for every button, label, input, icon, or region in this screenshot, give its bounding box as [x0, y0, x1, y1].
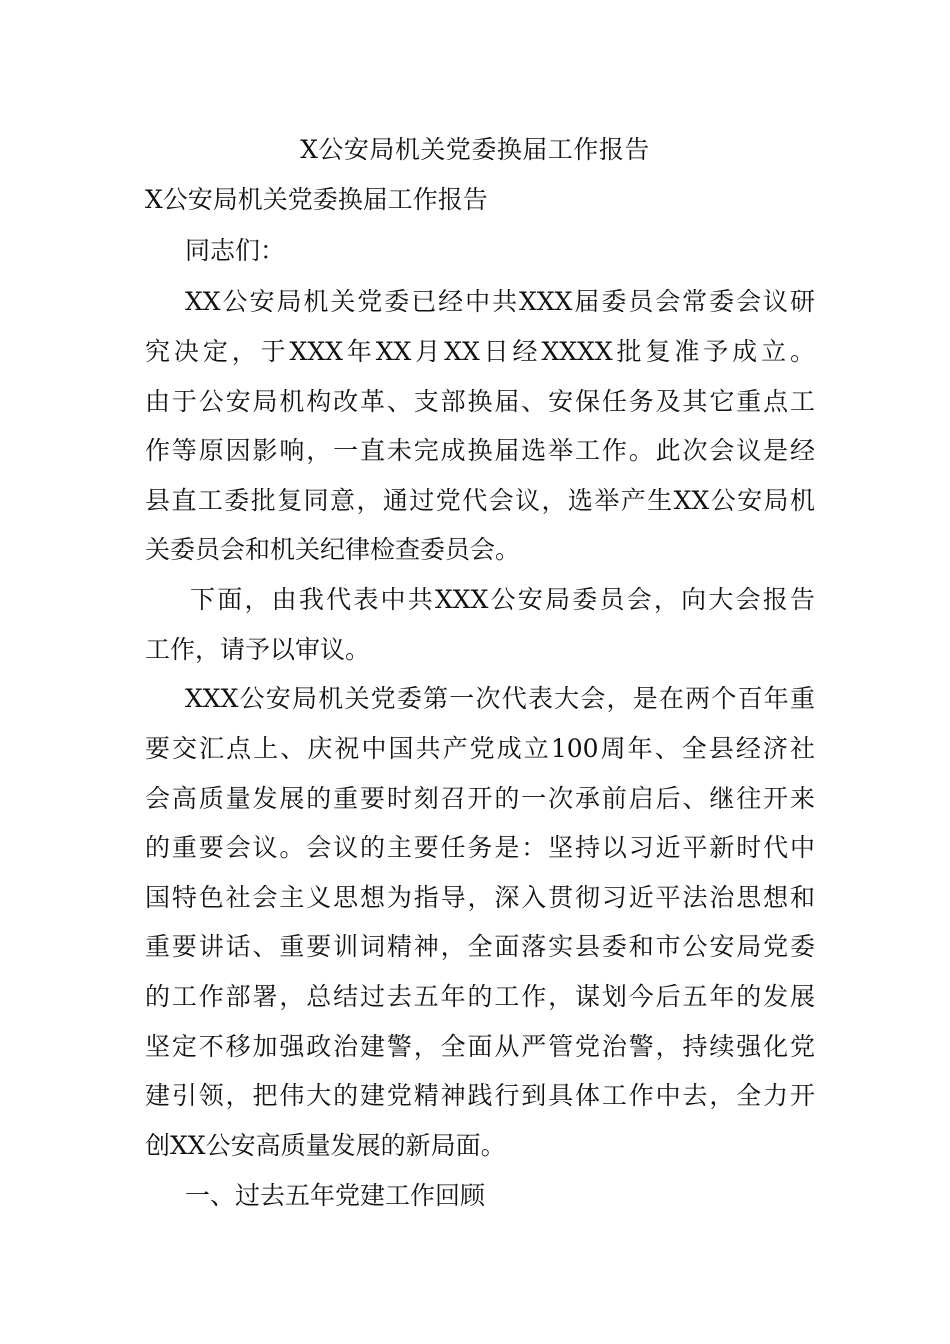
paragraph-3-line: XXX公安局机关党委第一次代表大会，是在两个百年重	[185, 684, 815, 713]
paragraph-3-line: 重要讲话、重要训词精神，全面落实县委和市公安局党委	[145, 932, 815, 961]
paragraph-1-line: 关委员会和机关纪律检查委员会。	[145, 535, 521, 564]
paragraph-1-line: 究决定，于XXX年XX月XX日经XXXX批复准予成立。	[145, 337, 815, 366]
paragraph-1-line: 作等原因影响，一直未完成换届选举工作。此次会议是经	[145, 436, 815, 465]
paragraph-1-line: 县直工委批复同意，通过党代会议，选举产生XX公安局机	[145, 486, 815, 515]
paragraph-2-line: 下面，由我代表中共XXX公安局委员会，向大会报告	[190, 585, 815, 614]
paragraph-3-line: 创XX公安高质量发展的新局面。	[145, 1131, 506, 1160]
paragraph-3-line: 会高质量发展的重要时刻召开的一次承前启后、继往开来	[145, 784, 815, 813]
paragraph-1-line: XX公安局机关党委已经中共XXX届委员会常委会议研	[185, 287, 815, 316]
paragraph-2-line: 工作，请予以审议。	[145, 635, 371, 664]
section-heading: 一、过去五年党建工作回顾	[185, 1181, 486, 1210]
paragraph-3-line: 国特色社会主义思想为指导，深入贯彻习近平法治思想和	[145, 883, 815, 912]
paragraph-3-line: 建引领，把伟大的建党精神践行到具体工作中去，全力开	[145, 1081, 815, 1110]
paragraph-3-line: 的工作部署，总结过去五年的工作，谋划今后五年的发展	[145, 982, 815, 1011]
document-subtitle: X公安局机关党委换届工作报告	[145, 185, 488, 214]
paragraph-1-line: 由于公安局机构改革、支部换届、安保任务及其它重点工	[145, 387, 815, 416]
document-title: X公安局机关党委换届工作报告	[300, 135, 650, 164]
paragraph-3-line: 坚定不移加强政治建警，全面从严管党治警，持续强化党	[145, 1032, 815, 1061]
salutation: 同志们：	[185, 236, 286, 265]
paragraph-3-line: 的重要会议。会议的主要任务是：坚持以习近平新时代中	[145, 833, 815, 862]
paragraph-3-line: 要交汇点上、庆祝中国共产党成立100周年、全县经济社	[145, 734, 815, 763]
